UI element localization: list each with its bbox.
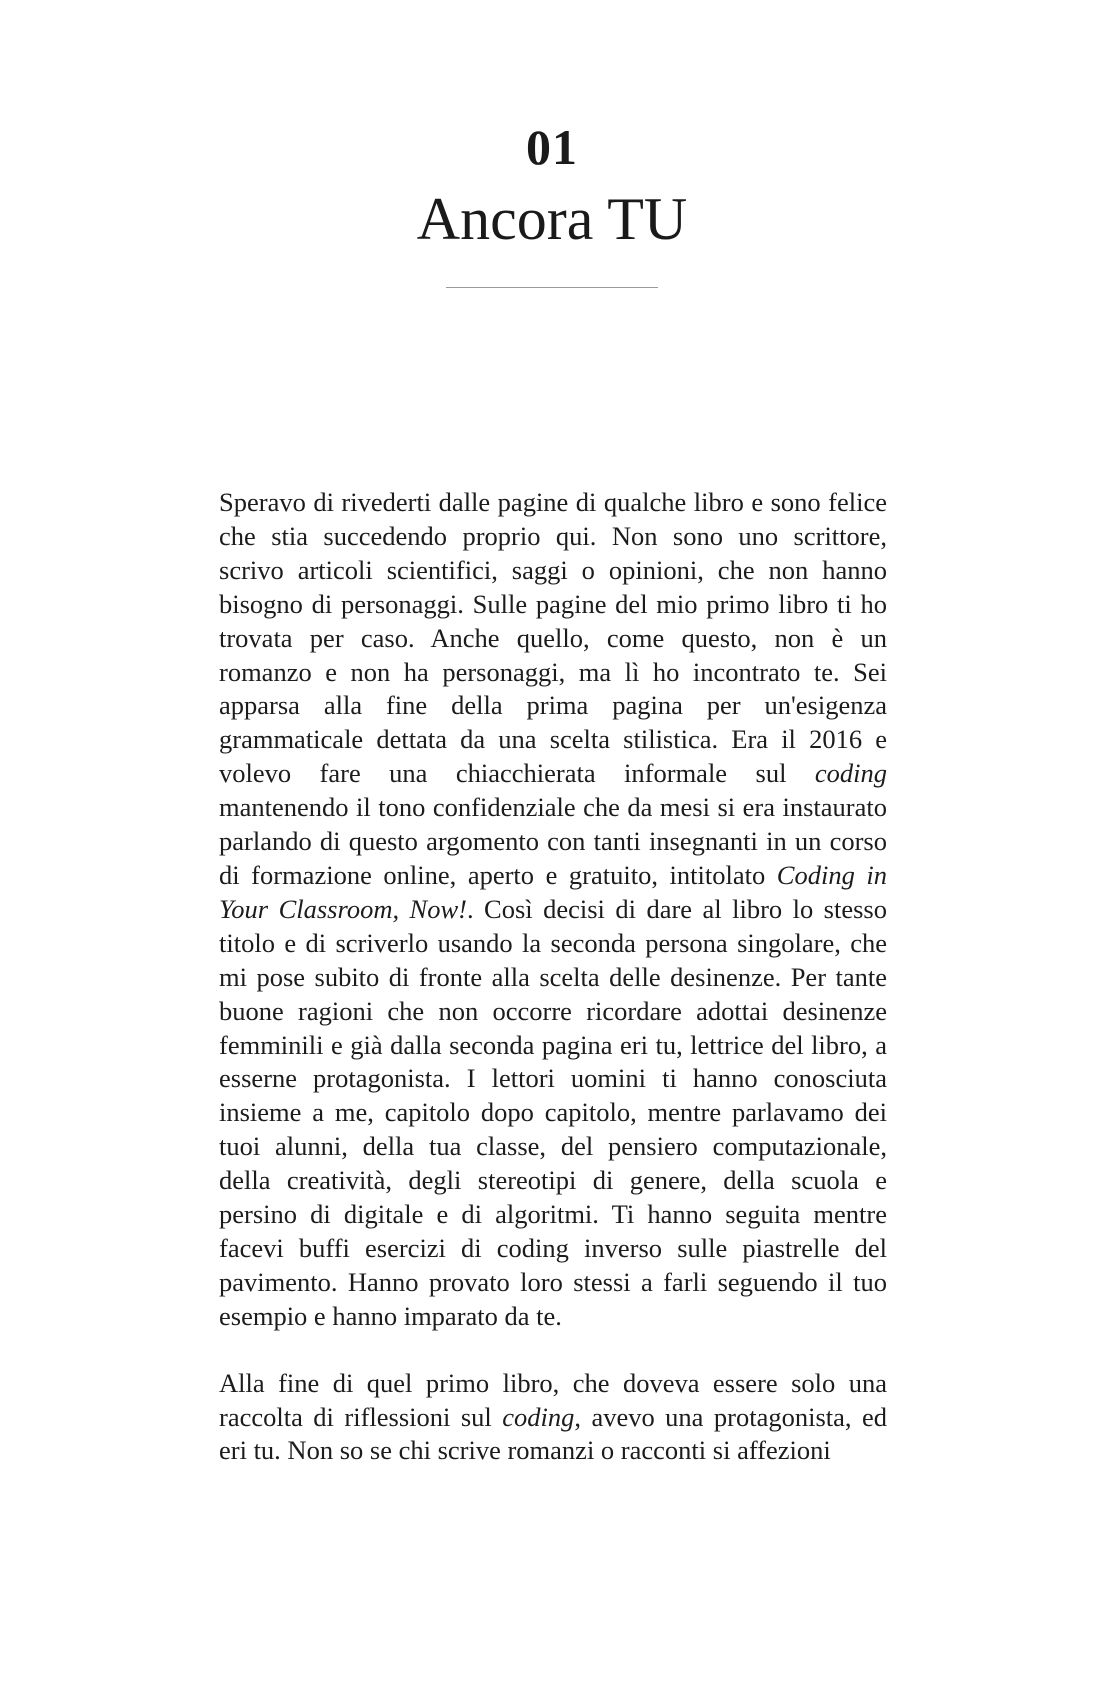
paragraph xyxy=(219,1367,887,1469)
text-segment: Speravo di rivederti dalle pagine di qualche libro e sono felice che stia succedendo proprio qui. Non sono uno scrittore, scrivo articoli scientifici, saggi o opinioni, che non hanno bisogno di personaggi. Sulle pagine del mio primo libro ti ho trovata per caso. Anche quello, come questo, non è un romanzo e non ha personaggi, ma lì ho incontrato te. Sei apparsa alla fine della prima pagina per un'esigenza grammaticale dettata da una scelta stilistica. Era il 2016 e volevo fare una chiacchierata informale sul xyxy=(219,487,887,789)
italic-text: Coding in Your Classroom, Now! xyxy=(219,859,887,924)
chapter-divider xyxy=(446,287,658,288)
text-segment: . Così decisi di dare al libro lo stesso titolo e di scriverlo usando la seconda persona singolare, che mi pose subito di fronte alla scelta delle desinenze. Per tante buone ragioni che non occorre ricordare adottai desinenze femminili e già dalla seconda pagina eri tu, lettrice del libro, a esserne protagonista. I lettori uomini ti hanno conosciuta insieme a me, capitolo dopo capitolo, mentre parlavamo dei tuoi alunni, della tua classe, del pensiero computazionale, della creatività, degli stereotipi di genere, della scuola e persino di digitale e di algoritmi. Ti hanno seguita mentre facevi buffi esercizi di coding inverso sulle piastrelle del pavimento. Hanno provato loro stessi a farli seguendo il tuo esempio e hanno imparato da te. xyxy=(219,893,887,1331)
chapter-header xyxy=(0,119,1104,288)
text-segment: , avevo una protagonista, ed eri tu. Non so se chi scrive romanzi o racconti si affezioni xyxy=(219,1401,888,1466)
body-text xyxy=(219,486,887,1468)
text-segment: Alla fine di quel primo libro, che doveva essere solo una raccolta di riflessioni sul xyxy=(219,1367,887,1432)
chapter-number: 01 xyxy=(526,119,578,175)
chapter-title: Ancora TU xyxy=(416,186,688,252)
italic-text: coding xyxy=(814,758,887,789)
text-segment: mantenendo il tono confidenziale che da mesi si era instaurato parlando di questo argomento con tanti insegnanti in un corso di formazione online, aperto e gratuito, intitolato xyxy=(219,792,887,890)
italic-text: coding xyxy=(502,1401,575,1432)
paragraph xyxy=(219,486,887,1334)
